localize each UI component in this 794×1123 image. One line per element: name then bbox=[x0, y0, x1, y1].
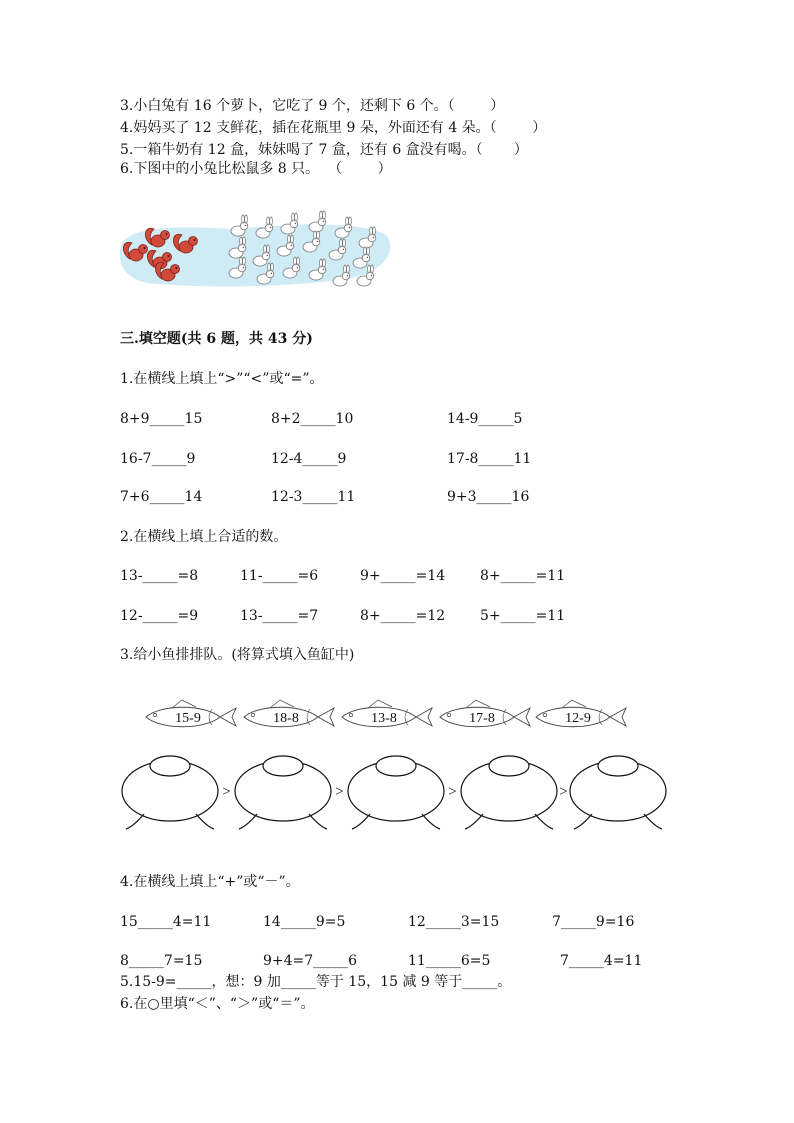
fish-icon bbox=[146, 700, 236, 727]
fish-icon bbox=[342, 700, 432, 727]
q4-prompt: 4.在横线上填上“+”或“－”。 bbox=[120, 874, 300, 890]
q2-expr: 13-_____=7 bbox=[240, 608, 319, 624]
fish-icon bbox=[244, 700, 334, 727]
fish-expression-label: 13-8 bbox=[371, 711, 397, 726]
fish-tank[interactable] bbox=[235, 756, 331, 829]
judge-item-6: 6.下图中的小兔比松鼠多 8 只。 （ ） bbox=[120, 161, 392, 177]
q2-expr: 11-_____=6 bbox=[240, 568, 319, 584]
q5-text: 5.15-9=_____，想：9 加_____等于 15，15 减 9 等于_____。 bbox=[120, 974, 512, 990]
q2-prompt: 2.在横线上填上合适的数。 bbox=[120, 529, 288, 545]
judge-item-5: 5.一箱牛奶有 12 盒，妹妹喝了 7 盒，还有 6 盒没有喝。（ ） bbox=[120, 142, 528, 158]
greater-than-sign: > bbox=[448, 784, 457, 800]
q4-expr: 7_____9=16 bbox=[552, 914, 635, 930]
judge-item-4: 4.妈妈买了 12 支鲜花，插在花瓶里 9 朵，外面还有 4 朵。（ ） bbox=[120, 120, 547, 136]
fish-tank-figure bbox=[118, 695, 668, 840]
greater-than-sign: > bbox=[559, 784, 568, 800]
q4-expr: 14_____9=5 bbox=[263, 914, 346, 930]
fish-tank[interactable] bbox=[570, 756, 666, 829]
rabbits-squirrels-illustration bbox=[118, 205, 393, 290]
fish-tank[interactable] bbox=[461, 756, 557, 829]
q4-expr: 11_____6=5 bbox=[408, 953, 491, 969]
q1-expr: 12-4_____9 bbox=[271, 451, 347, 467]
q1-expr: 8+2_____10 bbox=[271, 411, 354, 427]
q2-expr: 9+_____=14 bbox=[360, 568, 446, 584]
fish-icon bbox=[440, 700, 530, 727]
q4-expr: 8_____7=15 bbox=[120, 953, 203, 969]
q2-expr: 8+_____=11 bbox=[480, 568, 566, 584]
section-title: 三.填空题(共 6 题，共 43 分) bbox=[120, 331, 313, 347]
q4-expr: 15_____4=11 bbox=[120, 914, 212, 930]
q4-expr: 7_____4=11 bbox=[560, 953, 643, 969]
greater-than-sign: > bbox=[222, 784, 231, 800]
q1-expr: 9+3_____16 bbox=[447, 489, 530, 505]
fish-expression-label: 12-9 bbox=[565, 711, 591, 726]
q1-expr: 16-7_____9 bbox=[120, 451, 196, 467]
q1-expr: 12-3_____11 bbox=[271, 489, 356, 505]
q4-expr: 12_____3=15 bbox=[408, 914, 500, 930]
q2-expr: 12-_____=9 bbox=[120, 608, 199, 624]
q4-expr: 9+4=7_____6 bbox=[263, 953, 358, 969]
q1-expr: 8+9_____15 bbox=[120, 411, 203, 427]
fish-expression-label: 18-8 bbox=[273, 711, 299, 726]
q2-expr: 13-_____=8 bbox=[120, 568, 199, 584]
q1-expr: 14-9_____5 bbox=[447, 411, 523, 427]
fish-icon bbox=[536, 700, 626, 727]
q2-expr: 8+_____=12 bbox=[360, 608, 446, 624]
q6-prompt: 6.在○里填“＜”、“＞”或“＝”。 bbox=[120, 996, 315, 1012]
judge-item-3: 3.小白兔有 16 个萝卜，它吃了 9 个，还剩下 6 个。（ ） bbox=[120, 98, 505, 114]
q1-expr: 17-8_____11 bbox=[447, 451, 532, 467]
fish-tank[interactable] bbox=[348, 756, 444, 829]
q1-expr: 7+6_____14 bbox=[120, 489, 203, 505]
q2-expr: 5+_____=11 bbox=[480, 608, 566, 624]
q1-prompt: 1.在横线上填上“>”“<”或“=”。 bbox=[120, 371, 324, 387]
fish-expression-label: 17-8 bbox=[469, 711, 495, 726]
greater-than-sign: > bbox=[335, 784, 344, 800]
fish-expression-label: 15-9 bbox=[175, 711, 201, 726]
q3-prompt: 3.给小鱼排排队。(将算式填入鱼缸中) bbox=[120, 647, 355, 663]
fish-tank[interactable] bbox=[122, 756, 218, 829]
